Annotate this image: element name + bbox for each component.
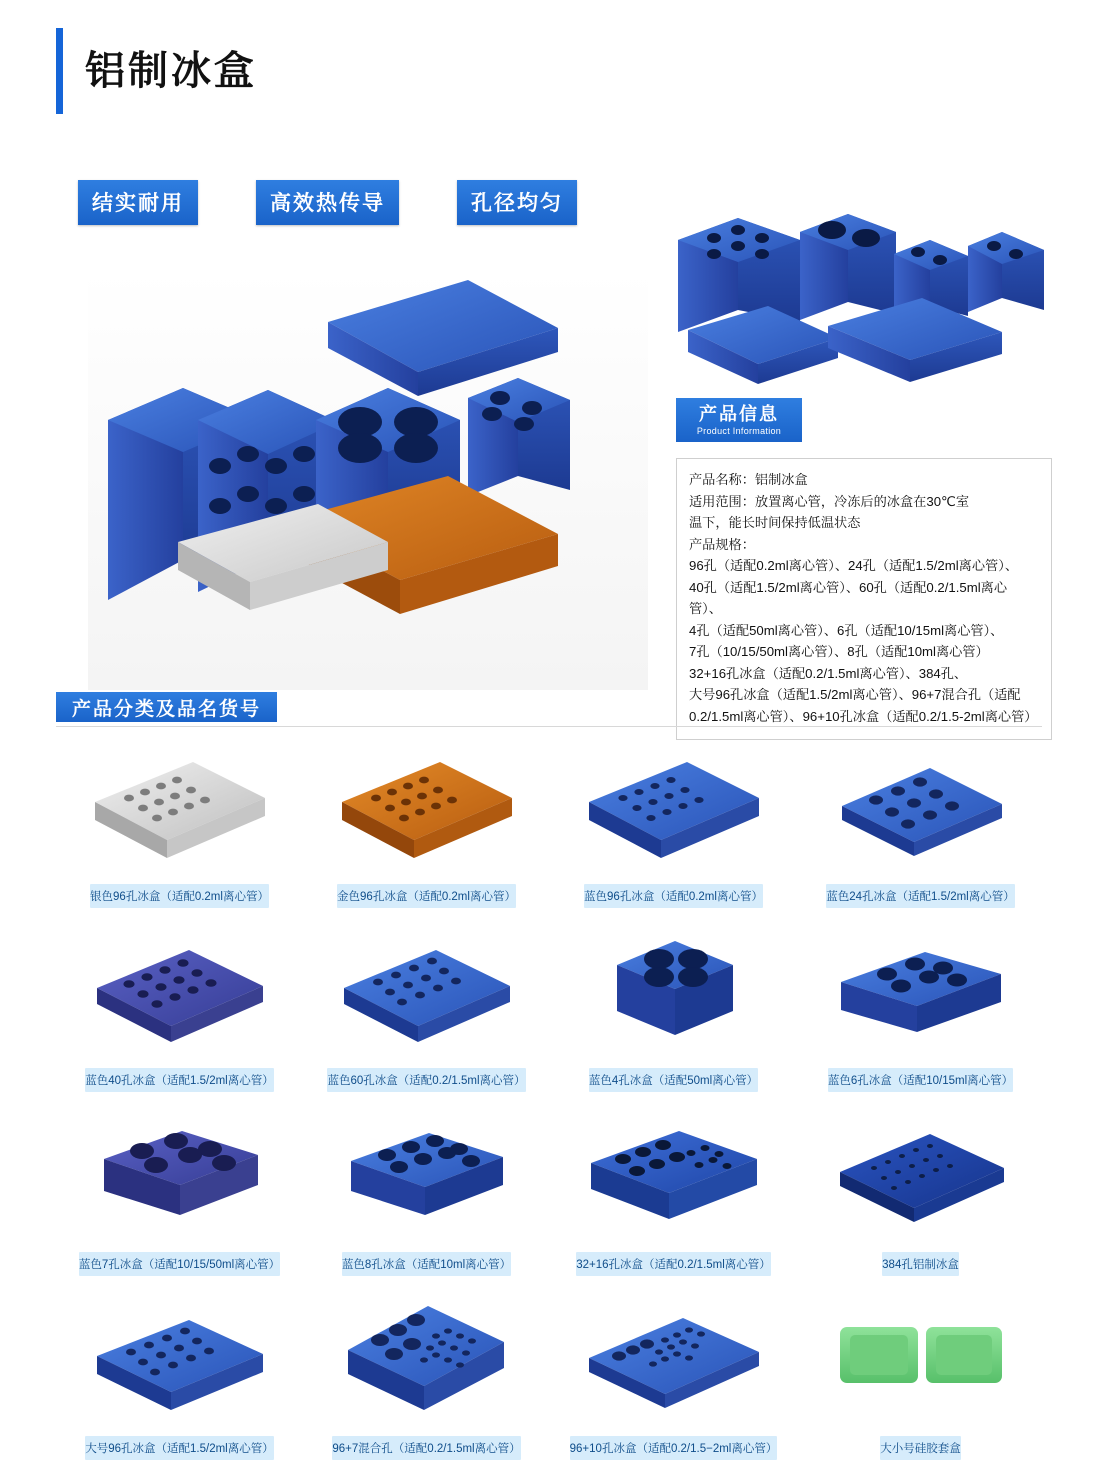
product-grid <box>56 744 1046 1480</box>
product-caption-10: 蓝色8孔冰盒（适配10ml离心管） <box>342 1252 511 1276</box>
product-caption-6: 蓝色60孔冰盒（适配0.2/1.5ml离心管） <box>327 1068 525 1092</box>
caption-row-3 <box>550 884 797 928</box>
caption-row-16 <box>797 1436 1044 1480</box>
pi-line-4: 产品规格： <box>689 536 755 552</box>
product-caption-13: 大号96孔冰盒（适配1.5/2ml离心管） <box>85 1436 274 1460</box>
product-image-4 <box>797 744 1044 862</box>
product-caption-7: 蓝色4孔冰盒（适配50ml离心管） <box>589 1068 758 1092</box>
pi-line-3: 温下，能长时间保持低温状态 <box>689 515 861 530</box>
product-caption-5: 蓝色40孔冰盒（适配1.5/2ml离心管） <box>85 1068 274 1092</box>
pi-line-8: 7孔（10/15/50ml离心管）、8孔（适配10ml离心管） <box>689 644 989 659</box>
caption-row-14 <box>303 1436 550 1480</box>
page-title-wrap <box>56 28 257 114</box>
page-title: 铝制冰盒 <box>85 49 257 93</box>
product-information-tab <box>676 398 802 442</box>
product-image-12 <box>797 1112 1044 1230</box>
section-heading: 产品分类及品名货号 <box>56 692 277 722</box>
caption-row-6 <box>303 1068 550 1112</box>
product-image-9 <box>56 1112 303 1230</box>
product-image-16 <box>797 1296 1044 1414</box>
feature-badges <box>78 180 577 225</box>
product-caption-9: 蓝色7孔冰盒（适配10/15/50ml离心管） <box>79 1252 280 1276</box>
feature-badge-1: 结实耐用 <box>78 180 198 225</box>
product-image-14 <box>303 1296 550 1414</box>
caption-row-7 <box>550 1068 797 1112</box>
pi-line-2: 适用范围：放置离心管，冷冻后的冰盒在30℃室 <box>689 493 970 509</box>
caption-row-11 <box>550 1252 797 1296</box>
product-image-7 <box>550 928 797 1046</box>
product-image-6 <box>303 928 550 1046</box>
product-caption-12: 384孔铝制冰盒 <box>882 1252 959 1276</box>
product-image-8 <box>797 928 1044 1046</box>
product-image-3 <box>550 744 797 862</box>
section-header <box>56 692 1042 728</box>
product-image-10 <box>303 1112 550 1230</box>
title-accent-bar <box>56 28 63 114</box>
caption-row-13 <box>56 1436 303 1480</box>
hero-product-photo <box>88 270 648 690</box>
section-divider <box>56 726 1042 727</box>
product-caption-2: 金色96孔冰盒（适配0.2ml离心管） <box>337 884 516 908</box>
feature-badge-3: 孔径均匀 <box>457 180 577 225</box>
hero-secondary-photo <box>672 206 1052 396</box>
caption-row-2 <box>303 884 550 928</box>
product-caption-11: 32+16孔冰盒（适配0.2/1.5ml离心管） <box>576 1252 771 1276</box>
product-caption-1: 银色96孔冰盒（适配0.2ml离心管） <box>90 884 269 908</box>
product-image-2 <box>303 744 550 862</box>
product-image-13 <box>56 1296 303 1414</box>
product-image-1 <box>56 744 303 862</box>
pi-line-7: 4孔（适配50ml离心管）、6孔（适配10/15ml离心管）、 <box>689 622 1004 638</box>
hero-secondary-illustration <box>672 206 1052 401</box>
product-caption-14: 96+7混合孔（适配0.2/1.5ml离心管） <box>332 1436 520 1460</box>
pi-line-1: 产品名称：铝制冰盒 <box>689 472 808 487</box>
product-caption-16: 大小号硅胶套盒 <box>880 1436 961 1460</box>
pi-line-6: 40孔（适配1.5/2ml离心管）、60孔（适配0.2/1.5ml离心管）、 <box>689 579 1008 616</box>
caption-row-8 <box>797 1068 1044 1112</box>
caption-row-10 <box>303 1252 550 1296</box>
pi-line-10: 大号96孔冰盒（适配1.5/2ml离心管）、96+7混合孔（适配 <box>689 687 1021 702</box>
product-caption-4: 蓝色24孔冰盒（适配1.5/2ml离心管） <box>826 884 1015 908</box>
product-caption-15: 96+10孔冰盒（适配0.2/1.5−2ml离心管） <box>570 1436 778 1460</box>
caption-row-12 <box>797 1252 1044 1296</box>
product-caption-3: 蓝色96孔冰盒（适配0.2ml离心管） <box>584 884 763 908</box>
product-information-title-en: Product Information <box>696 425 782 436</box>
caption-row-9 <box>56 1252 303 1296</box>
caption-row-4 <box>797 884 1044 928</box>
product-image-15 <box>550 1296 797 1414</box>
pi-line-5: 96孔（适配0.2ml离心管）、24孔（适配1.5/2ml离心管）、 <box>689 558 1019 573</box>
caption-row-1 <box>56 884 303 928</box>
product-image-11 <box>550 1112 797 1230</box>
product-image-5 <box>56 928 303 1046</box>
product-information-title-cn: 产品信息 <box>699 403 779 424</box>
pi-line-9: 32+16孔冰盒（适配0.2/1.5ml离心管）、384孔、 <box>689 665 968 681</box>
caption-row-5 <box>56 1068 303 1112</box>
feature-badge-2: 高效热传导 <box>256 180 399 225</box>
hero-illustration <box>88 270 648 690</box>
pi-line-11: 0.2/1.5ml离心管）、96+10孔冰盒（适配0.2/1.5-2ml离心管） <box>689 708 1038 724</box>
caption-row-15 <box>550 1436 797 1480</box>
product-caption-8: 蓝色6孔冰盒（适配10/15ml离心管） <box>828 1068 1013 1092</box>
